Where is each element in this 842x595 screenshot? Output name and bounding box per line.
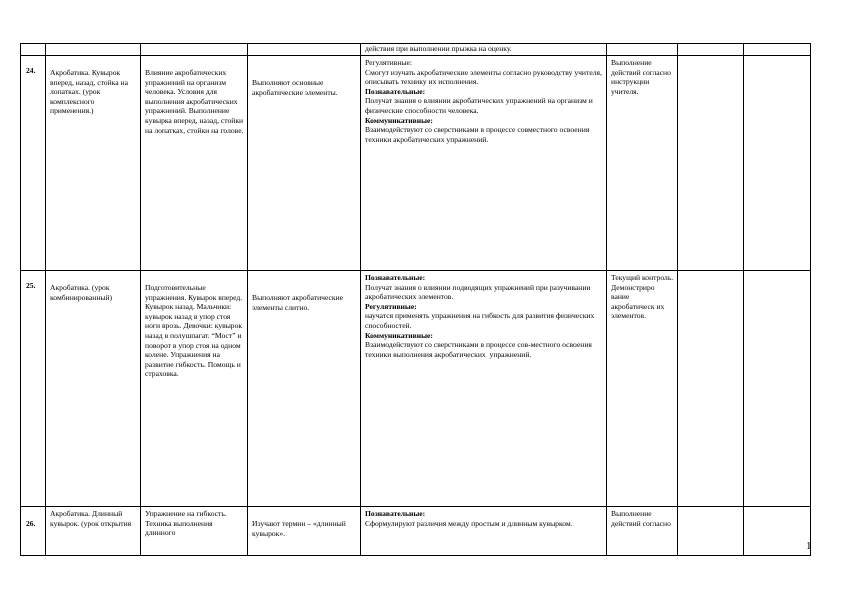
- table-row: [21, 507, 811, 556]
- outcome-text: Смогут изучать акробатические элементы согласно руководству учителя, описывать технику их исполнения.: [365, 67, 604, 87]
- cell-empty: [248, 44, 361, 56]
- cell-empty: [21, 44, 46, 56]
- control-form: Выполнение действий согласно: [607, 507, 678, 556]
- outcome-text: Сформулируют различия между простым и длинным кувырком.: [365, 518, 573, 528]
- table-row: [21, 56, 811, 271]
- cell-empty: [678, 56, 744, 271]
- lesson-content: Упражнение на гибкость. Техника выполнения длинного: [141, 507, 248, 556]
- cell-continued-text: действия при выполнении прыжка на оценку.: [361, 44, 607, 56]
- cell-empty: [744, 507, 811, 556]
- learning-outcomes: [361, 271, 607, 507]
- lesson-number: 24.: [21, 56, 46, 271]
- outcome-text: научатся применять упражнения на гибкость для развития физических способностей.: [365, 311, 597, 330]
- outcome-heading: Познавательные:: [365, 509, 426, 518]
- cell-empty: [744, 271, 811, 507]
- page-number: 1: [806, 540, 812, 552]
- cell-empty: [607, 44, 678, 56]
- lesson-number: 26.: [21, 507, 46, 556]
- lesson-topic: Акробатика. (урок комбинированный): [46, 271, 141, 507]
- cell-empty: [678, 44, 744, 56]
- lesson-topic: Акробатика. Кувырок вперед, назад, стойка на лопатках. (урок комплексного применения.): [46, 56, 141, 271]
- learning-outcomes: [361, 507, 607, 556]
- cell-empty: [46, 44, 141, 56]
- outcome-heading: Коммуникативные:: [365, 115, 433, 125]
- outcome-text: Получат знания о влиянии подводящих упражнений при разучивании акробатических элементов.: [365, 282, 593, 302]
- learning-outcomes: [361, 56, 607, 271]
- cell-empty: [744, 44, 811, 56]
- cell-empty: [141, 44, 248, 56]
- table-row-continuation: [21, 44, 811, 56]
- student-activity: Выполняют акробатические элементы слитно.: [248, 271, 361, 507]
- lesson-topic: Акробатика. Длинный кувырок. (урок открытия: [46, 507, 141, 556]
- control-form: Текущий контроль. Демонстриро вание акробатическ их элементов.: [607, 271, 678, 507]
- student-activity: Изучают термин – «длинный кувырок».: [248, 507, 361, 556]
- outcome-text: Получат знания о влиянии акробатических упражнений на организм и физические способности человека.: [365, 96, 595, 115]
- outcome-heading: Регулятивные:: [365, 58, 412, 67]
- lesson-content: Влияние акробатических упражнений на организм человека. Условия для выполнения акробатических упражнений. Выполнение кувырка вперед, назад, стойки на лопатках, стойки на голове.: [141, 56, 248, 271]
- outcome-heading: Познавательные:: [365, 86, 426, 96]
- cell-empty: [678, 507, 744, 556]
- outcome-heading: Познавательные:: [365, 273, 426, 282]
- cell-empty: [678, 271, 744, 507]
- cell-empty: [744, 56, 811, 271]
- lesson-number: 25.: [21, 271, 46, 507]
- lesson-content: Подготовительные упражнения. Кувырок вперед. Кувырок назад. Мальчики: кувырок назад в упор стоя ноги врозь. Девочки: кувырок назад в полушпагат. “Мост” и поворот в упор стоя на одном колене. Упражнения на развитие гибкость. Помощь и страховка.: [141, 271, 248, 507]
- table-row: [21, 271, 811, 507]
- outcome-heading: Коммуникативные:: [365, 330, 433, 340]
- lesson-plan-table: [20, 43, 811, 556]
- student-activity: Выполняют основные акробатические элементы.: [248, 56, 361, 271]
- outcome-text: Взаимодействуют со сверстниками в процессе совместного освоения техники акробатических упражнений.: [365, 125, 592, 144]
- control-form: Выполнение действий согласно инструкции учителя.: [607, 56, 678, 271]
- outcome-text: Взаимодействуют со сверстниками в процессе сов-местного освоения техники выполнения акробатических упражнений.: [365, 340, 594, 359]
- outcome-heading: Регулятивные:: [365, 301, 417, 311]
